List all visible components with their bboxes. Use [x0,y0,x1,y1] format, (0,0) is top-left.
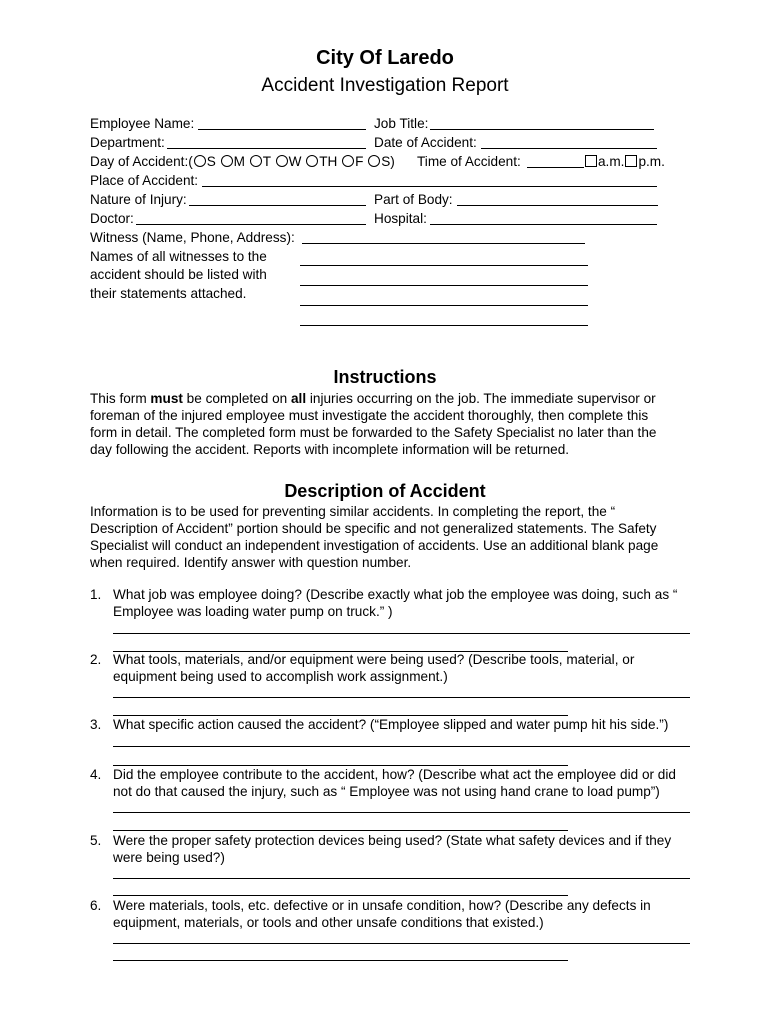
question-5: 5. Were the proper safety protection devices being used? (State what safety devices and if they were being used?) [90,833,672,865]
job-title-field[interactable] [430,129,654,130]
answer-6-line-2[interactable] [113,960,568,961]
description-line-3: Specialist will conduct an independent investigation of accidents. Use an additional blank page [90,538,659,553]
part-of-body-field[interactable] [457,205,658,206]
hospital-label: Hospital: [374,211,427,226]
date-of-accident-field[interactable] [481,148,657,149]
day-radio-wednesday[interactable] [276,155,288,167]
doctor-field[interactable] [136,224,366,225]
day-radio-saturday[interactable] [368,155,380,167]
nature-of-injury-label: Nature of Injury: [90,192,187,207]
place-of-accident-label: Place of Accident: [90,173,199,188]
am-label: a.m. [598,154,625,169]
witness-field[interactable] [302,243,585,244]
am-checkbox[interactable] [585,155,597,167]
instructions-heading: Instructions [333,367,437,387]
nature-of-injury-field[interactable] [189,205,366,206]
am-pm-row [584,153,665,170]
answer-1-line-1[interactable] [113,633,690,634]
description-line-1: Information is to be used for preventing similar accidents. In completing the report, the “ [90,504,616,519]
answer-5-line-1[interactable] [113,878,690,879]
employee-name-label: Employee Name: [90,116,195,131]
job-title-label: Job Title: [374,116,429,131]
time-of-accident-label: Time of Accident: [417,154,521,169]
doctor-label: Doctor: [90,211,134,226]
answer-3-line-1[interactable] [113,746,690,747]
answer-6-line-1[interactable] [113,943,690,944]
pm-checkbox[interactable] [625,155,637,167]
witness-line-1[interactable] [300,265,588,266]
instructions-line-3: form in detail. The completed form must be forwarded to the Safety Specialist no later than the [90,425,657,440]
hospital-field[interactable] [430,224,657,225]
day-of-accident-label: Day of Accident:( [90,154,193,169]
day-of-accident-row [90,153,395,170]
witness-note-line-3: their statements attached. [90,286,247,301]
answer-2-line-1[interactable] [113,697,690,698]
date-of-accident-label: Date of Accident: [374,135,477,150]
answer-4-line-2[interactable] [113,830,568,831]
time-of-accident-field[interactable] [527,167,584,168]
witness-note-line-1: Names of all witnesses to the [90,249,267,264]
question-2: 2. What tools, materials, and/or equipment were being used? (Describe tools, material, or equipment being used to accomplish work assignment.) [90,652,635,684]
place-of-accident-field[interactable] [202,186,657,187]
answer-5-line-2[interactable] [113,895,568,896]
pm-label: p.m. [638,154,665,169]
day-radio-sunday[interactable] [194,155,206,167]
day-label-saturday: S) [381,154,395,169]
witness-note-line-2: accident should be listed with [90,267,267,282]
day-label-thursday: TH [319,154,338,169]
witness-label: Witness (Name, Phone, Address): [90,230,295,245]
description-line-4: when required. Identify answer with question number. [90,555,412,570]
question-6: 6. Were materials, tools, etc. defective or in unsafe condition, how? (Describe any defects in equipment, materials, or tools and other unsafe conditions that existed.) [90,898,651,930]
department-label: Department: [90,135,165,150]
instructions-line-4: day following the accident. Reports with incomplete information will be returned. [90,442,570,457]
instructions-line-1: This form must be completed on all injuries occurring on the job. The immediate supervisor or [90,391,656,406]
question-4: 4. Did the employee contribute to the accident, how? (Describe what act the employee did or did not do that caused the injury, such as “ Employee was not using hand crane to load pump”) [90,767,676,799]
day-radio-thursday[interactable] [306,155,318,167]
description-line-2: Description of Accident” portion should be specific and not generalized statements. The Safety [90,521,657,536]
day-radio-monday[interactable] [221,155,233,167]
witness-line-4[interactable] [300,325,588,326]
question-3: 3. What specific action caused the accident? (“Employee slipped and water pump hit his side.”) [90,717,669,732]
question-1: 1. What job was employee doing? (Describe exactly what job the employee was doing, such as “ Employee was loading water pump on truck.” ) [90,587,678,619]
answer-4-line-1[interactable] [113,812,690,813]
page-title: City Of Laredo [316,47,454,69]
page-subtitle: Accident Investigation Report [261,75,509,96]
department-field[interactable] [167,148,366,149]
day-label-tuesday: T [262,154,271,169]
day-radio-friday[interactable] [342,155,354,167]
witness-line-3[interactable] [300,305,588,306]
day-label-sunday: S [206,154,216,169]
employee-name-field[interactable] [198,129,366,130]
instructions-line-2: foreman of the injured employee must investigate the accident thoroughly, then complete this [90,408,649,423]
witness-line-2[interactable] [300,285,588,286]
day-radio-tuesday[interactable] [250,155,262,167]
day-label-wednesday: W [288,154,302,169]
day-label-friday: F [355,154,364,169]
description-heading: Description of Accident [284,481,486,501]
part-of-body-label: Part of Body: [374,192,453,207]
day-label-monday: M [233,154,245,169]
